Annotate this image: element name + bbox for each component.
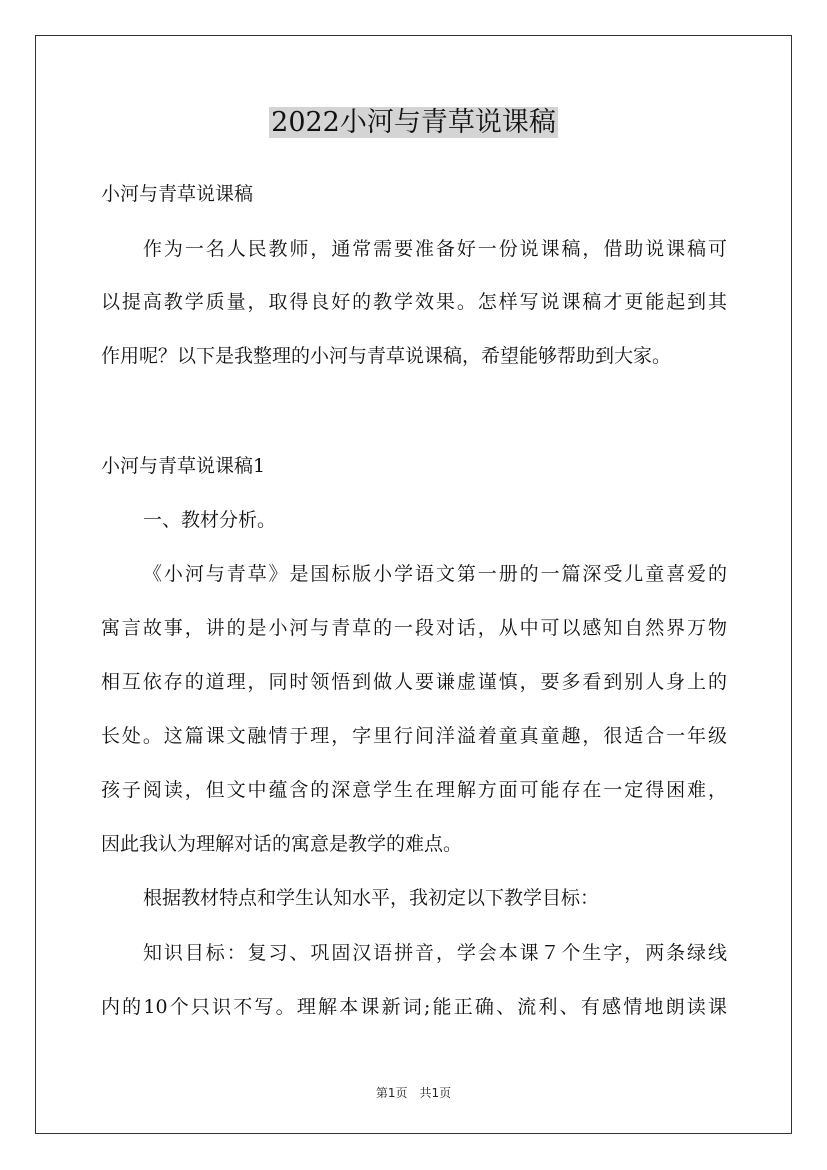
para-3-line-1: 知识目标：复习、巩固汉语拼音，学会本课７个生字，两条绿线 <box>143 942 727 964</box>
para-3-line-2: 内的10个只识不写。理解本课新词;能正确、流利、有感情地朗读课 <box>101 996 727 1018</box>
section-title: 小河与青草说课稿1 <box>101 455 266 477</box>
para-1-line-5: 孩子阅读，但文中蕴含的深意学生在理解方面可能存在一定得困难， <box>101 779 727 801</box>
para-1-line-4: 长处。这篇课文融情于理，字里行间洋溢着童真童趣，很适合一年级 <box>101 725 727 747</box>
intro-line-2: 以提高教学质量，取得良好的教学效果。怎样写说课稿才更能起到其 <box>101 291 727 313</box>
para-1-line-2: 寓言故事，讲的是小河与青草的一段对话，从中可以感知自然界万物 <box>101 617 727 639</box>
para-1-line-3: 相互依存的道理，同时领悟到做人要谦虚谨慎，要多看到别人身上的 <box>101 671 727 693</box>
para-1-line-1: 《小河与青草》是国标版小学语文第一册的一篇深受儿童喜爱的 <box>143 563 727 585</box>
intro-line-3: 作用呢？以下是我整理的小河与青草说课稿，希望能够帮助到大家。 <box>101 345 672 367</box>
para-2: 根据教材特点和学生认知水平，我初定以下教学目标： <box>143 887 600 909</box>
intro-line-1: 作为一名人民教师，通常需要准备好一份说课稿，借助说课稿可 <box>143 238 727 260</box>
para-1-line-6: 因此我认为理解对话的寓意是教学的难点。 <box>101 833 463 855</box>
page-number-footer: 第1页 共1页 <box>375 1086 452 1100</box>
document-title <box>0 103 827 143</box>
document-subtitle: 小河与青草说课稿 <box>101 183 254 205</box>
document-title-text: 2022小河与青草说课稿 <box>271 107 556 138</box>
heading-teaching-material-analysis: 一、教材分析。 <box>143 509 277 531</box>
